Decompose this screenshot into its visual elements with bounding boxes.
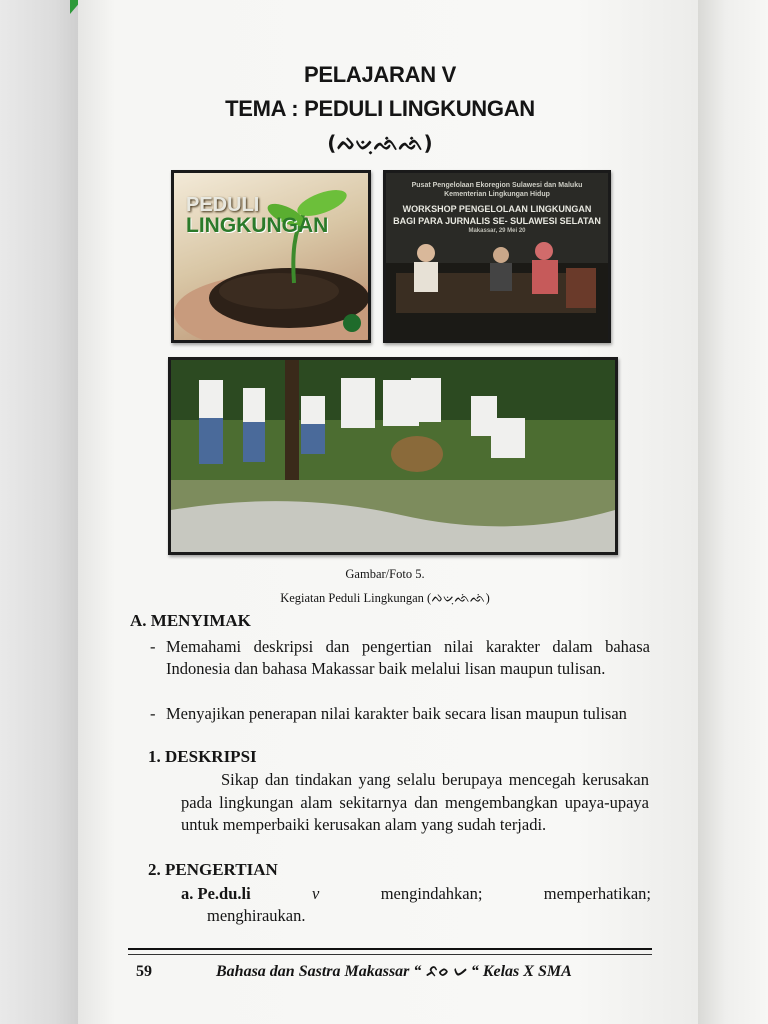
bullet-dash: -: [150, 637, 156, 656]
list-item: [150, 703, 650, 725]
footer-rule-thin: [128, 954, 652, 955]
definition-row: [181, 905, 651, 927]
bullet-text: Memahami deskripsi dan pengertian nilai karakter dalam bahasa Indonesia dan bahasa Makassar baik melalui lisan maupun tulisan.: [166, 637, 650, 678]
photo-peduli-lingkungan: [171, 170, 371, 343]
list-item: [150, 636, 650, 680]
pengertian-title: 2. PENGERTIAN: [148, 860, 278, 879]
figure-caption-title: Kegiatan Peduli Lingkungan (ᨄᨉᨘᨒᨗᨒᨗ): [280, 591, 490, 605]
definition-term: a. Pe.du.li: [181, 884, 251, 903]
photo-workshop: [383, 170, 611, 343]
page-edge-right: [698, 0, 768, 1024]
definition-word: menghiraukan.: [207, 906, 306, 925]
bullet-text: Menyajikan penerapan nilai karakter baik secara lisan maupun tulisan: [166, 704, 627, 723]
deskripsi-text: Sikap dan tindakan yang selalu berupaya mencegah kerusakan pada lingkungan alam sekitarnya dan mengembangkan upaya-upaya untuk memperbaiki kerusakan alam yang sudah terjadi.: [181, 770, 649, 834]
part-of-speech: v: [312, 884, 320, 903]
section-a-title: A. MENYIMAK: [130, 611, 251, 630]
poster-title: PEDULI LINGKUNGAN: [186, 194, 329, 237]
theme-title: TEMA : PEDULI LINGKUNGAN: [225, 96, 535, 121]
definition-word: memperhatikan;: [543, 884, 651, 903]
deskripsi-title: 1. DESKRIPSI: [148, 747, 257, 766]
definition-word: mengindahkan;: [380, 884, 483, 903]
photo-students-activity: [168, 357, 618, 555]
page-gutter-left: [0, 0, 78, 1024]
students-scene: [171, 360, 615, 552]
page-number: 59: [136, 963, 152, 980]
definition-entry: [181, 883, 651, 927]
theme-script: (ᨄᨉᨘᨒᨗᨒᨗ): [327, 131, 433, 155]
footer-rule: [128, 948, 652, 950]
bullet-dash: -: [150, 704, 156, 723]
footer-book-title: Bahasa dan Sastra Makassar “ ᨅᨔ ᨆ “ Kelas X SMA: [216, 963, 572, 980]
definition-row: [181, 883, 651, 905]
figure-caption-number: Gambar/Foto 5.: [345, 567, 425, 581]
lesson-title: PELAJARAN V: [304, 62, 456, 87]
workshop-banner: Pusat Pengelolaan Ekoregion Sulawesi dan Maluku Kementerian Lingkungan Hidup WORKSHOP PENGELOLAAN LINGKUNGAN BAGI PARA JURNALIS SE- SULAWESI SELATAN Makassar, 29 Mei 20: [393, 182, 601, 234]
